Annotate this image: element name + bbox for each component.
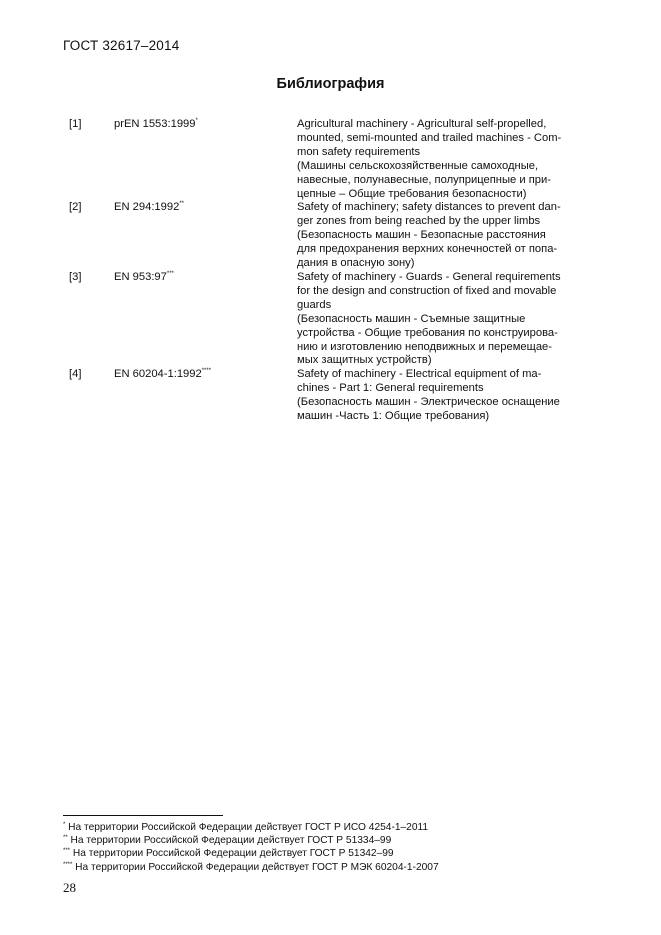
entry-reference bbox=[114, 271, 174, 285]
footnote bbox=[63, 861, 439, 874]
reference-code: prEN 1553:1999 bbox=[114, 118, 196, 130]
description-line: guards bbox=[297, 298, 332, 311]
description-line: Safety of machinery - Guards - General requirements bbox=[297, 270, 561, 283]
footnote-text: На территории Российской Федерации действует ГОСТ Р МЭК 60204-1-2007 bbox=[72, 861, 439, 873]
description-line: дания в опасную зону) bbox=[297, 257, 415, 270]
entry-number: [4] bbox=[69, 368, 82, 381]
footnote-mark: *** bbox=[63, 848, 71, 855]
description-line: (Безопасность машин - Электрическое оснащение bbox=[297, 396, 560, 409]
footnote bbox=[63, 847, 439, 860]
description-line: ger zones from being reached by the upper limbs bbox=[297, 215, 541, 228]
entry-reference bbox=[114, 368, 211, 382]
description-line: (Безопасность машин - Безопасные расстояния bbox=[297, 229, 546, 242]
footnote bbox=[63, 821, 439, 834]
footnote-mark: **** bbox=[63, 861, 73, 868]
description-line: mon safety requirements bbox=[297, 145, 421, 158]
bibliography-entry bbox=[69, 201, 599, 271]
page-number: 28 bbox=[63, 880, 76, 895]
footnote-mark: * bbox=[63, 822, 66, 828]
footnote-mark: ** bbox=[179, 201, 184, 208]
description-line: мых защитных устройств) bbox=[297, 354, 432, 367]
page-title: Библиография bbox=[276, 76, 385, 92]
bibliography-entry bbox=[69, 271, 599, 368]
document-code-header: ГОСТ 32617–2014 bbox=[63, 38, 180, 53]
footnote-text: На территории Российской Федерации действует ГОСТ Р 51334–99 bbox=[67, 835, 392, 847]
description-line: chines - Part 1: General requirements bbox=[297, 382, 484, 395]
entry-reference bbox=[114, 118, 198, 132]
description-line: mounted, semi-mounted and trailed machines - Com- bbox=[297, 131, 562, 144]
footnote-mark: * bbox=[195, 118, 198, 124]
description-line: машин -Часть 1: Общие требования) bbox=[297, 410, 490, 423]
entry-number: [2] bbox=[69, 201, 82, 214]
footnote-mark: *** bbox=[166, 270, 174, 277]
description-line: Safety of machinery; safety distances to prevent dan- bbox=[297, 201, 561, 214]
footnote-mark: ** bbox=[63, 835, 68, 842]
description-line: (Машины сельскохозяйственные самоходные, bbox=[297, 159, 539, 172]
footnote-mark: **** bbox=[201, 368, 212, 375]
entry-number: [3] bbox=[69, 270, 82, 283]
reference-code: EN 60204-1:1992 bbox=[114, 368, 202, 381]
entry-description bbox=[297, 271, 589, 368]
description-line: нию и изготовлению неподвижных и перемещае- bbox=[297, 340, 552, 353]
description-line: для предохранения верхних конечностей от попа- bbox=[297, 243, 558, 256]
footnote-text: На территории Российской Федерации действует ГОСТ Р 51342–99 bbox=[70, 848, 394, 860]
entry-description bbox=[297, 118, 589, 201]
description-line: (Безопасность машин - Съемные защитные bbox=[297, 312, 526, 325]
footnotes bbox=[63, 821, 439, 874]
entry-description bbox=[297, 201, 589, 271]
description-line: цепные – Общие требования безопасности) bbox=[297, 187, 527, 200]
entry-reference bbox=[114, 201, 184, 215]
reference-code: EN 953:97 bbox=[114, 270, 167, 283]
footnote bbox=[63, 834, 439, 847]
entry-number: [1] bbox=[69, 118, 82, 130]
reference-code: EN 294:1992 bbox=[114, 201, 180, 214]
footnote-text: На территории Российской Федерации действует ГОСТ Р ИСО 4254-1–2011 bbox=[65, 822, 429, 833]
bibliography-entry bbox=[69, 118, 599, 201]
footnote-separator bbox=[63, 815, 223, 816]
bibliography-list bbox=[69, 118, 599, 424]
entry-description bbox=[297, 368, 589, 424]
description-line: устройства - Общие требования по конструирова- bbox=[297, 326, 558, 339]
description-line: навесные, полунавесные, полуприцепные и при- bbox=[297, 173, 551, 186]
description-line: Agricultural machinery - Agricultural self-propelled, bbox=[297, 118, 547, 130]
description-line: Safety of machinery - Electrical equipment of ma- bbox=[297, 368, 542, 381]
bibliography-entry bbox=[69, 368, 599, 424]
description-line: for the design and construction of fixed and movable bbox=[297, 284, 557, 297]
